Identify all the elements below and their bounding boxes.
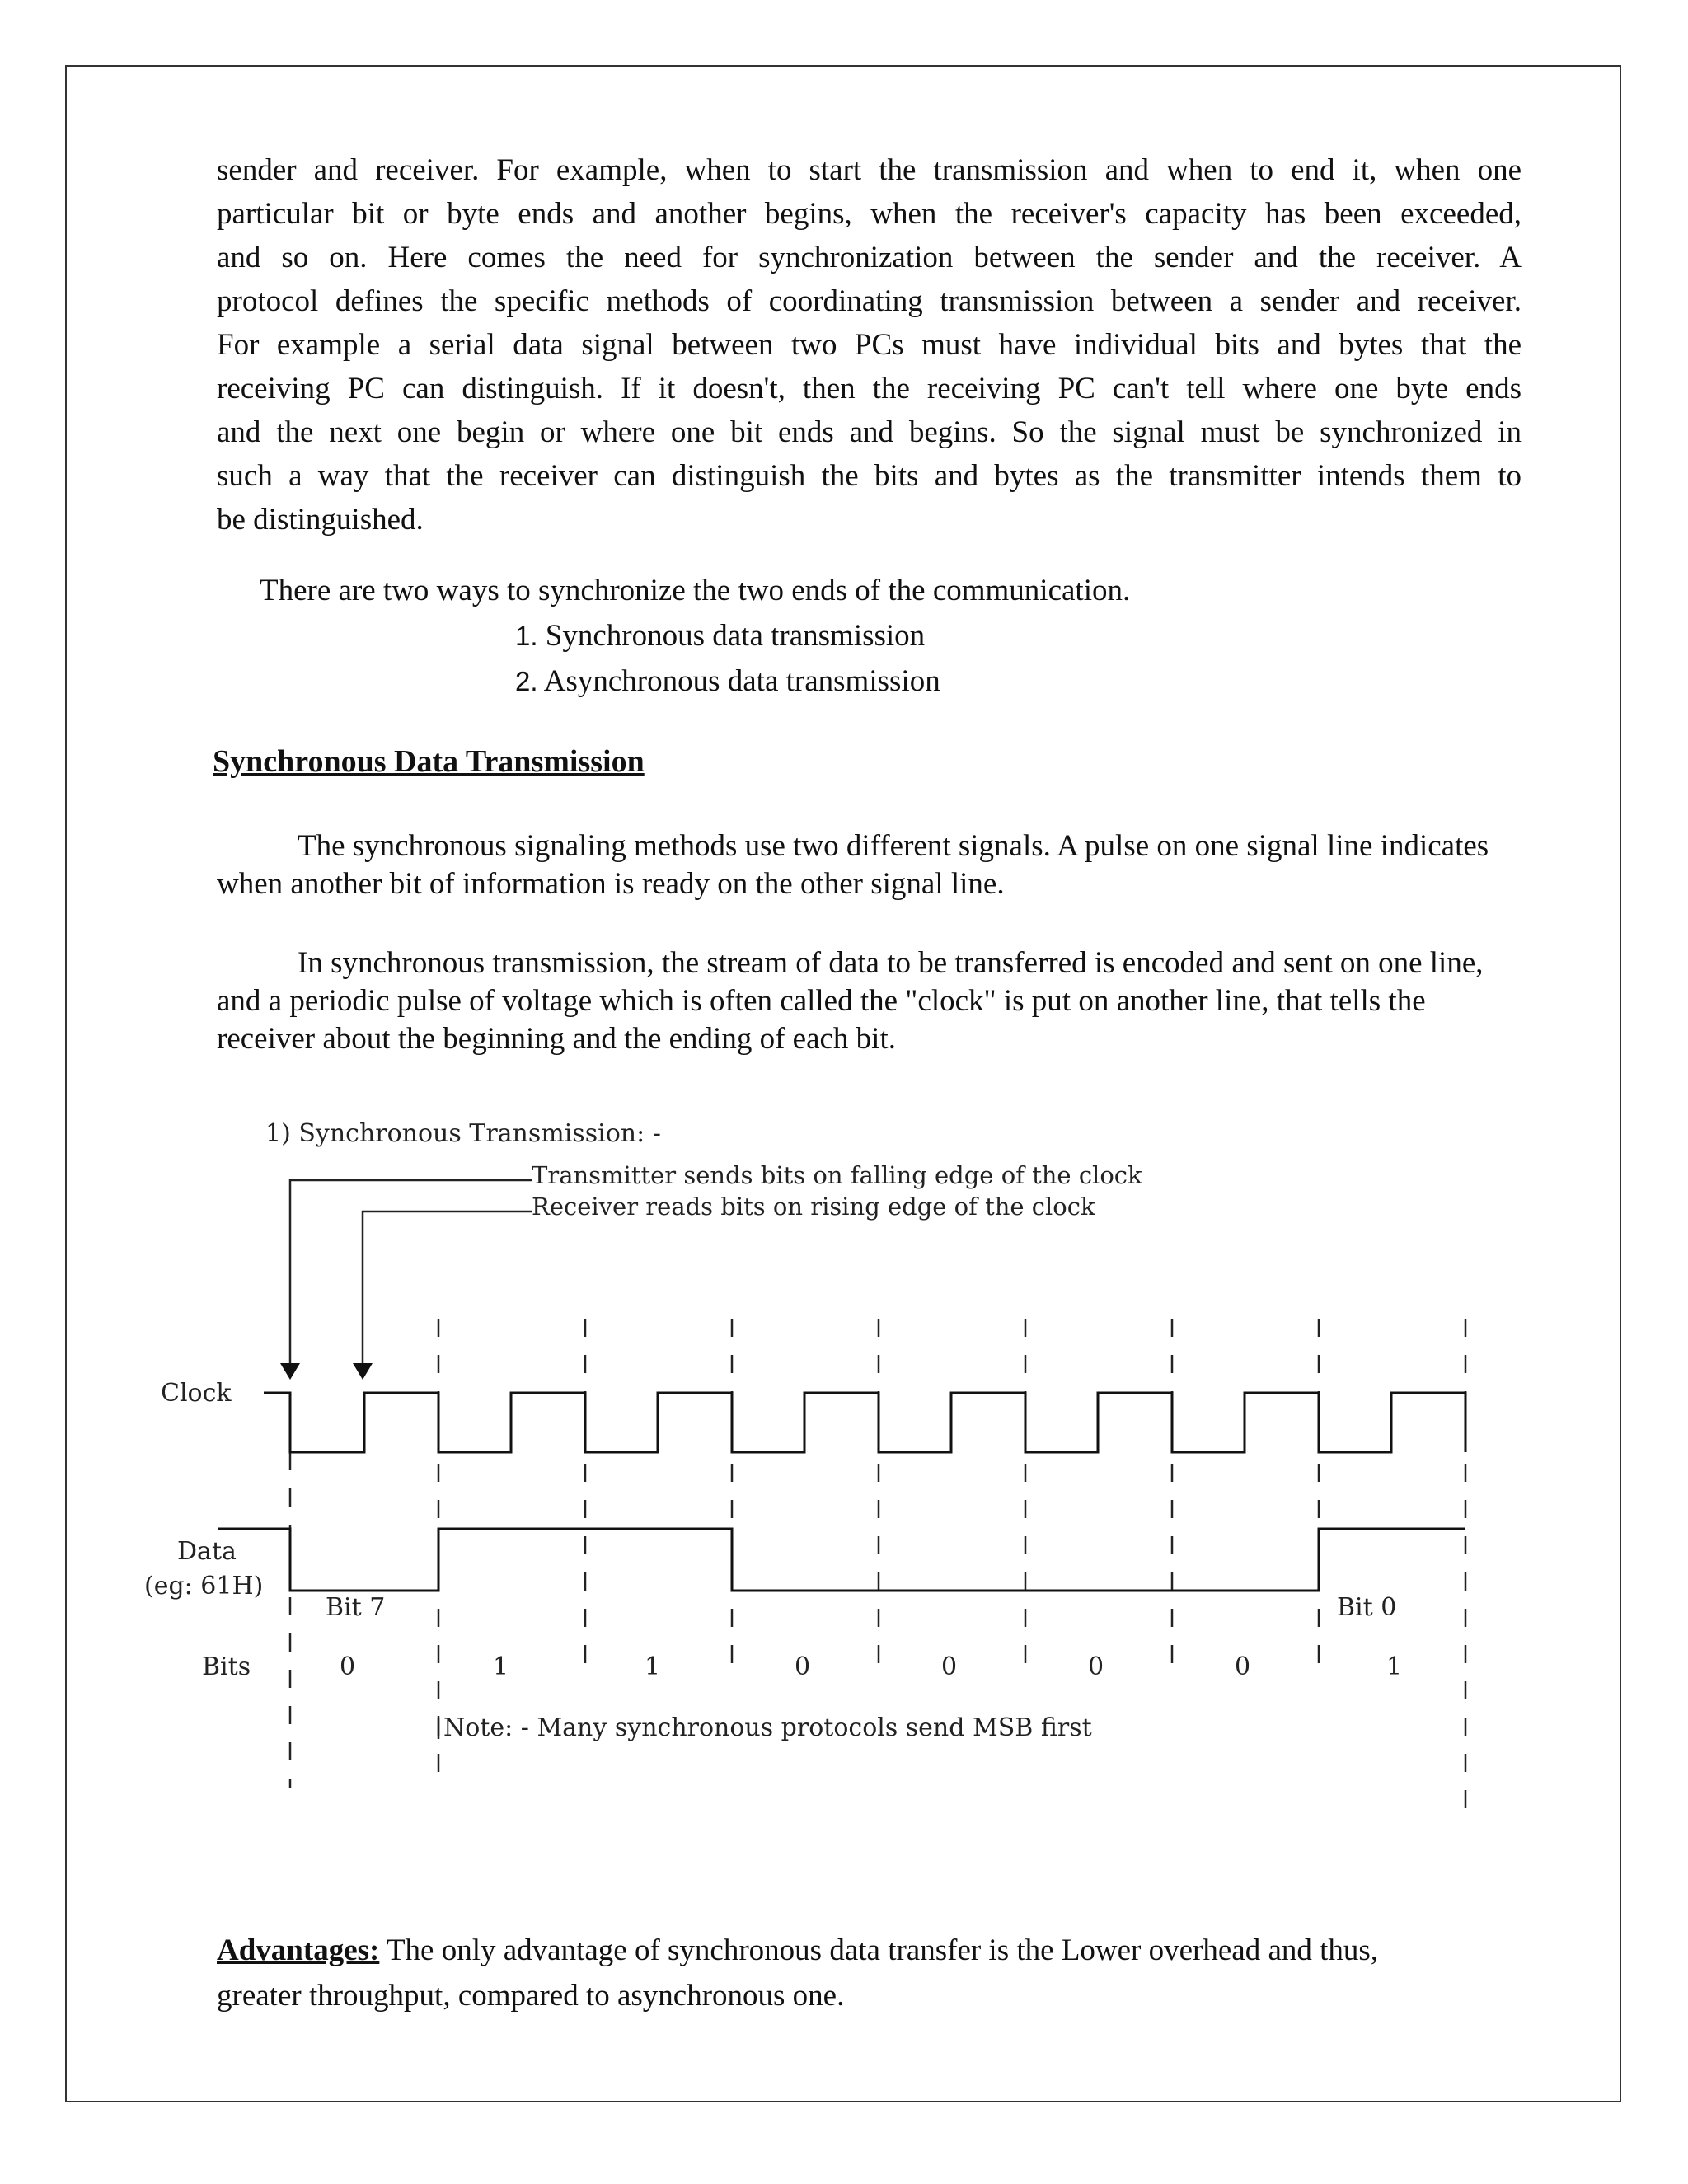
- rising-edge-arrow-icon: [353, 1363, 373, 1380]
- list-text: Synchronous data transmission: [545, 619, 926, 653]
- diagram-title: 1) Synchronous Transmission: -: [265, 1119, 661, 1148]
- advantages-label: Advantages:: [217, 1933, 380, 1967]
- intro-line: and the next one begin or where one bit ends and begins. So the signal must be synchronized in: [217, 415, 1522, 449]
- section-heading: Synchronous Data Transmission: [213, 744, 645, 779]
- advantages-line-1: [217, 1929, 1536, 1972]
- intro-line: be distinguished.: [217, 503, 424, 537]
- list-text: Asynchronous data transmission: [543, 664, 940, 698]
- annotation-transmitter: Transmitter sends bits on falling edge of the clock: [532, 1161, 1142, 1189]
- section-paragraph-2: In synchronous transmission, the stream of data to be transferred is encoded and sent on one line, and a periodic pulse of voltage which is often called the "clock" is put on another line, that tells the receiver about the beginning and the ending of each bit.: [217, 946, 1484, 1056]
- intro-line: protocol defines the specific methods of coordinating transmission between a sender and receiver.: [217, 284, 1522, 318]
- bit0-label: Bit 0: [1337, 1593, 1397, 1622]
- section-paragraph-1: The synchronous signaling methods use two different signals. A pulse on one signal line indicates when another bit of information is ready on the other signal line.: [217, 829, 1489, 901]
- ways-lead: There are two ways to synchronize the two ends of the communication.: [260, 574, 1131, 607]
- data-waveform: [218, 1529, 1465, 1591]
- bit-value: 1: [645, 1652, 661, 1681]
- intro-line: particular bit or byte ends and another begins, when the receiver's capacity has been exceeded,: [217, 197, 1522, 231]
- intro-line: receiving PC can distinguish. If it doesn't, then the receiving PC can't tell where one byte ends: [217, 372, 1522, 405]
- data-example-label: (eg: 61H): [144, 1572, 264, 1601]
- bit-value: 0: [340, 1652, 356, 1681]
- bit-value: 0: [941, 1652, 958, 1681]
- annotation-receiver: Receiver reads bits on rising edge of the clock: [532, 1193, 1095, 1221]
- falling-edge-arrow-icon: [280, 1363, 300, 1380]
- intro-line: For example a serial data signal between two PCs must have individual bits and bytes that the: [217, 328, 1522, 362]
- bit-value: 1: [493, 1652, 509, 1681]
- bit-value: 0: [795, 1652, 811, 1681]
- clock-label: Clock: [161, 1379, 232, 1408]
- bits-label: Bits: [202, 1652, 251, 1681]
- bit7-label: Bit 7: [326, 1593, 386, 1622]
- list-number: 2.: [515, 666, 538, 696]
- bit-value: 0: [1088, 1652, 1104, 1681]
- advantages-text: The only advantage of synchronous data transfer is the Lower overhead and thus,: [386, 1933, 1379, 1967]
- advantages-line-2: greater throughput, compared to asynchronous one.: [217, 1979, 845, 2013]
- diagram-note: Note: - Many synchronous protocols send MSB first: [443, 1713, 1092, 1742]
- bit-value: 0: [1235, 1652, 1251, 1681]
- list-number: 1.: [515, 621, 538, 651]
- clock-waveform: [264, 1393, 1465, 1452]
- intro-line: such a way that the receiver can distinguish the bits and bytes as the transmitter intends them to: [217, 459, 1522, 493]
- intro-line: and so on. Here comes the need for synchronization between the sender and the receiver. A: [217, 241, 1522, 274]
- annotation-arrows: [290, 1180, 532, 1372]
- bit-value: 1: [1386, 1652, 1403, 1681]
- intro-line: sender and receiver. For example, when to start the transmission and when to end it, when one: [217, 153, 1522, 187]
- data-label: Data: [177, 1537, 237, 1566]
